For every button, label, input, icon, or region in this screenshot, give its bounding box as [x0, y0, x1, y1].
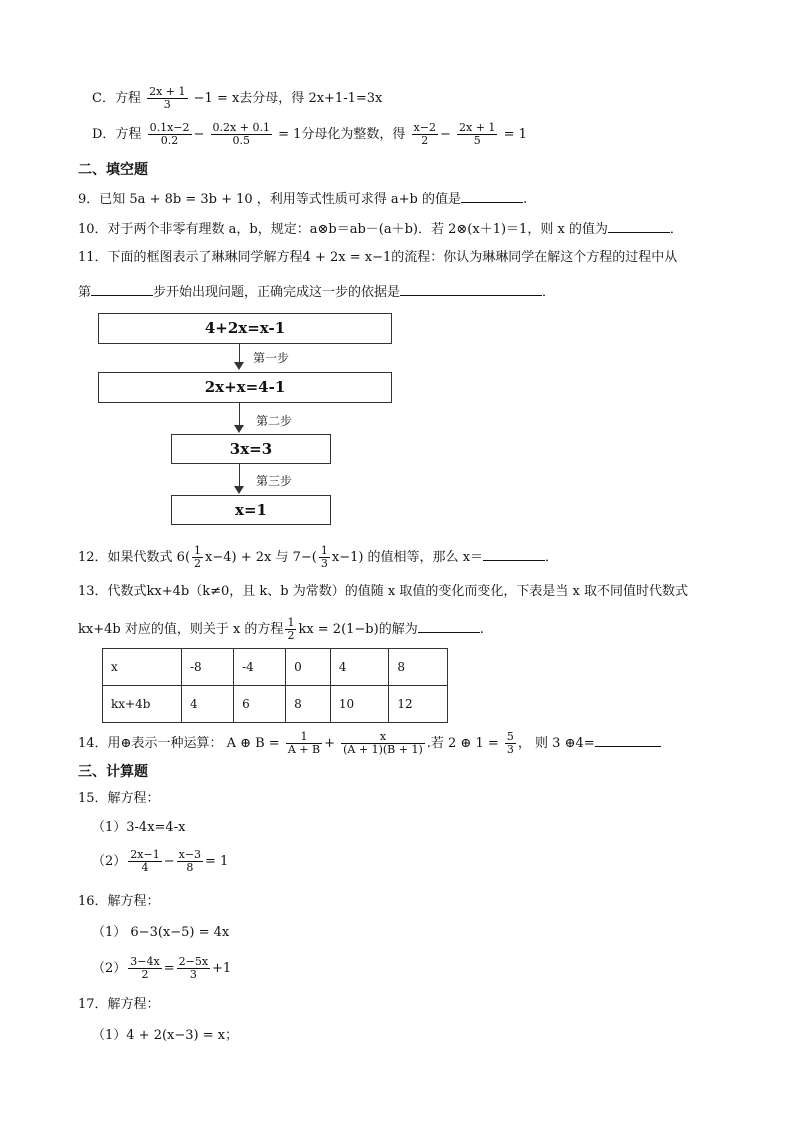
fraction: $\frac{3-4x}{2}$ — [130, 955, 160, 981]
fraction: $\frac{2x-1}{4}$ — [130, 848, 160, 874]
question-16-title: 16．解方程： — [78, 894, 160, 909]
question-15-title: 15．解方程： — [78, 791, 160, 806]
flow-arrow — [239, 343, 240, 363]
question-15-part2: （2） $\frac{2x-1}{4}$ − $\frac{x-3}{8}$ = 1 — [92, 848, 229, 874]
table-row — [103, 649, 448, 686]
flow-arrow — [239, 402, 240, 426]
fraction: $\frac{1}{2}$ — [194, 544, 202, 570]
question-16-part2: （2） $\frac{3-4x}{2}$ = $\frac{2-5x}{3}$ +1 — [92, 955, 232, 981]
answer-blank[interactable] — [595, 732, 661, 747]
table-row — [103, 686, 448, 723]
answer-blank[interactable] — [400, 281, 542, 296]
option-c: C．方程 $\frac{2x + 1}{3}$ −1 = x去分母，得 2x+1-1=3x — [92, 85, 383, 111]
fraction: $\frac{2x + 1}{5}$ — [459, 121, 496, 147]
table-cell: 4 — [182, 686, 234, 723]
table-cell: 12 — [389, 686, 448, 723]
question-16-part1: （1） 6−3(x−5) = 4x — [92, 925, 230, 940]
flow-box-4: x=1 — [171, 495, 331, 525]
arrowhead-icon — [234, 362, 244, 370]
table-cell: 8 — [389, 649, 448, 686]
answer-blank[interactable] — [608, 218, 670, 233]
fraction: $\frac{0.2x + 0.1}{0.5}$ — [212, 121, 270, 147]
question-9: 9．已知 5a + 8b = 3b + 10 ，利用等式性质可求得 a+b 的值是 . — [78, 188, 527, 209]
fraction: $\frac{2-5x}{3}$ — [178, 955, 209, 981]
flow-box-2: 2x+x=4-1 — [98, 372, 392, 403]
fraction: $\frac{x-2}{2}$ — [413, 121, 436, 147]
value-table — [102, 648, 448, 723]
table-cell: 10 — [330, 686, 389, 723]
answer-blank[interactable] — [461, 188, 523, 203]
table-cell: x — [103, 649, 182, 686]
fraction: $\frac{1}{3}$ — [320, 544, 328, 570]
question-13-line1: 13．代数式kx+4b（k≠0，且 k、b 为常数）的值随 x 取值的变化而变化，下表是当 x 取不同值时代数式 — [78, 584, 688, 599]
answer-blank[interactable] — [91, 281, 153, 296]
question-13-line2: kx+4b 对应的值，则关于 x 的方程 $\frac{1}{2}$ kx = 2(1−b)的解为 . — [78, 616, 484, 642]
fraction: $\frac{5}{3}$ — [506, 730, 514, 756]
table-cell: 8 — [286, 686, 331, 723]
answer-blank[interactable] — [483, 546, 545, 561]
flow-step-label-2: 第二步 — [256, 414, 293, 428]
table-cell: kx+4b — [103, 686, 182, 723]
flow-box-3: 3x=3 — [171, 434, 331, 464]
question-15-part1: （1）3-4x=4-x — [92, 820, 186, 835]
question-10: 10．对于两个非零有理数 a，b，规定：a⊗b＝ab－(a＋b)．若 2⊗(x＋1)＝1，则 x 的值为 ． — [78, 218, 683, 239]
answer-blank[interactable] — [418, 618, 480, 633]
section-heading-calculation: 三、计算题 — [78, 764, 148, 780]
question-11-line1: 11．下面的框图表示了琳琳同学解方程4 + 2x = x−1的流程：你认为琳琳同学在解这个方程的过程中从 — [78, 250, 678, 265]
section-heading-fill-in: 二、填空题 — [78, 162, 148, 178]
fraction: $\frac{1}{A + B}$ — [287, 730, 321, 756]
table-cell: -4 — [234, 649, 286, 686]
arrowhead-icon — [234, 486, 244, 494]
table-cell: 4 — [330, 649, 389, 686]
fraction: $\frac{1}{2}$ — [287, 616, 295, 642]
question-17-part1: （1）4 + 2(x−3) = x； — [92, 1028, 239, 1043]
table-cell: -8 — [182, 649, 234, 686]
question-17-title: 17．解方程： — [78, 997, 160, 1012]
flow-box-1: 4+2x=x-1 — [98, 313, 392, 344]
flow-arrow — [239, 463, 240, 487]
fraction: $\frac{2x + 1}{3}$ — [149, 85, 186, 111]
question-12: 12．如果代数式 6( $\frac{1}{2}$ x−4) + 2x 与 7−( $\frac{1}{3}$ x−1) 的值相等，那么 x＝ ． — [78, 544, 559, 570]
flow-step-label-3: 第三步 — [256, 474, 293, 488]
option-d: D．方程 $\frac{0.1x-2}{0.2}$ − $\frac{0.2x + 0.1}{0.5}$ = 1分母化为整数，得 $\frac{x-2}{2}$ − $\frac{2x + 1}{5}$ = 1 — [92, 121, 527, 147]
table-cell: 6 — [234, 686, 286, 723]
fraction: $\frac{0.1x-2}{0.2}$ — [149, 121, 190, 147]
fraction: $\frac{x}{(A + 1)(B + 1)}$ — [343, 730, 423, 756]
table-cell: 0 — [286, 649, 331, 686]
fraction: $\frac{x-3}{8}$ — [178, 848, 202, 874]
question-11-line2: 第 步开始出现问题，正确完成这一步的依据是 ． — [78, 281, 555, 302]
arrowhead-icon — [234, 425, 244, 433]
flow-step-label-1: 第一步 — [253, 351, 290, 365]
question-14: 14．用⊕表示一种运算： A ⊕ B = $\frac{1}{A + B}$ + $\frac{x}{(A + 1)(B + 1)}$ .若 2 ⊕ 1 = $\frac{5}{3}$ ， 则 3 ⊕4= — [78, 731, 661, 756]
